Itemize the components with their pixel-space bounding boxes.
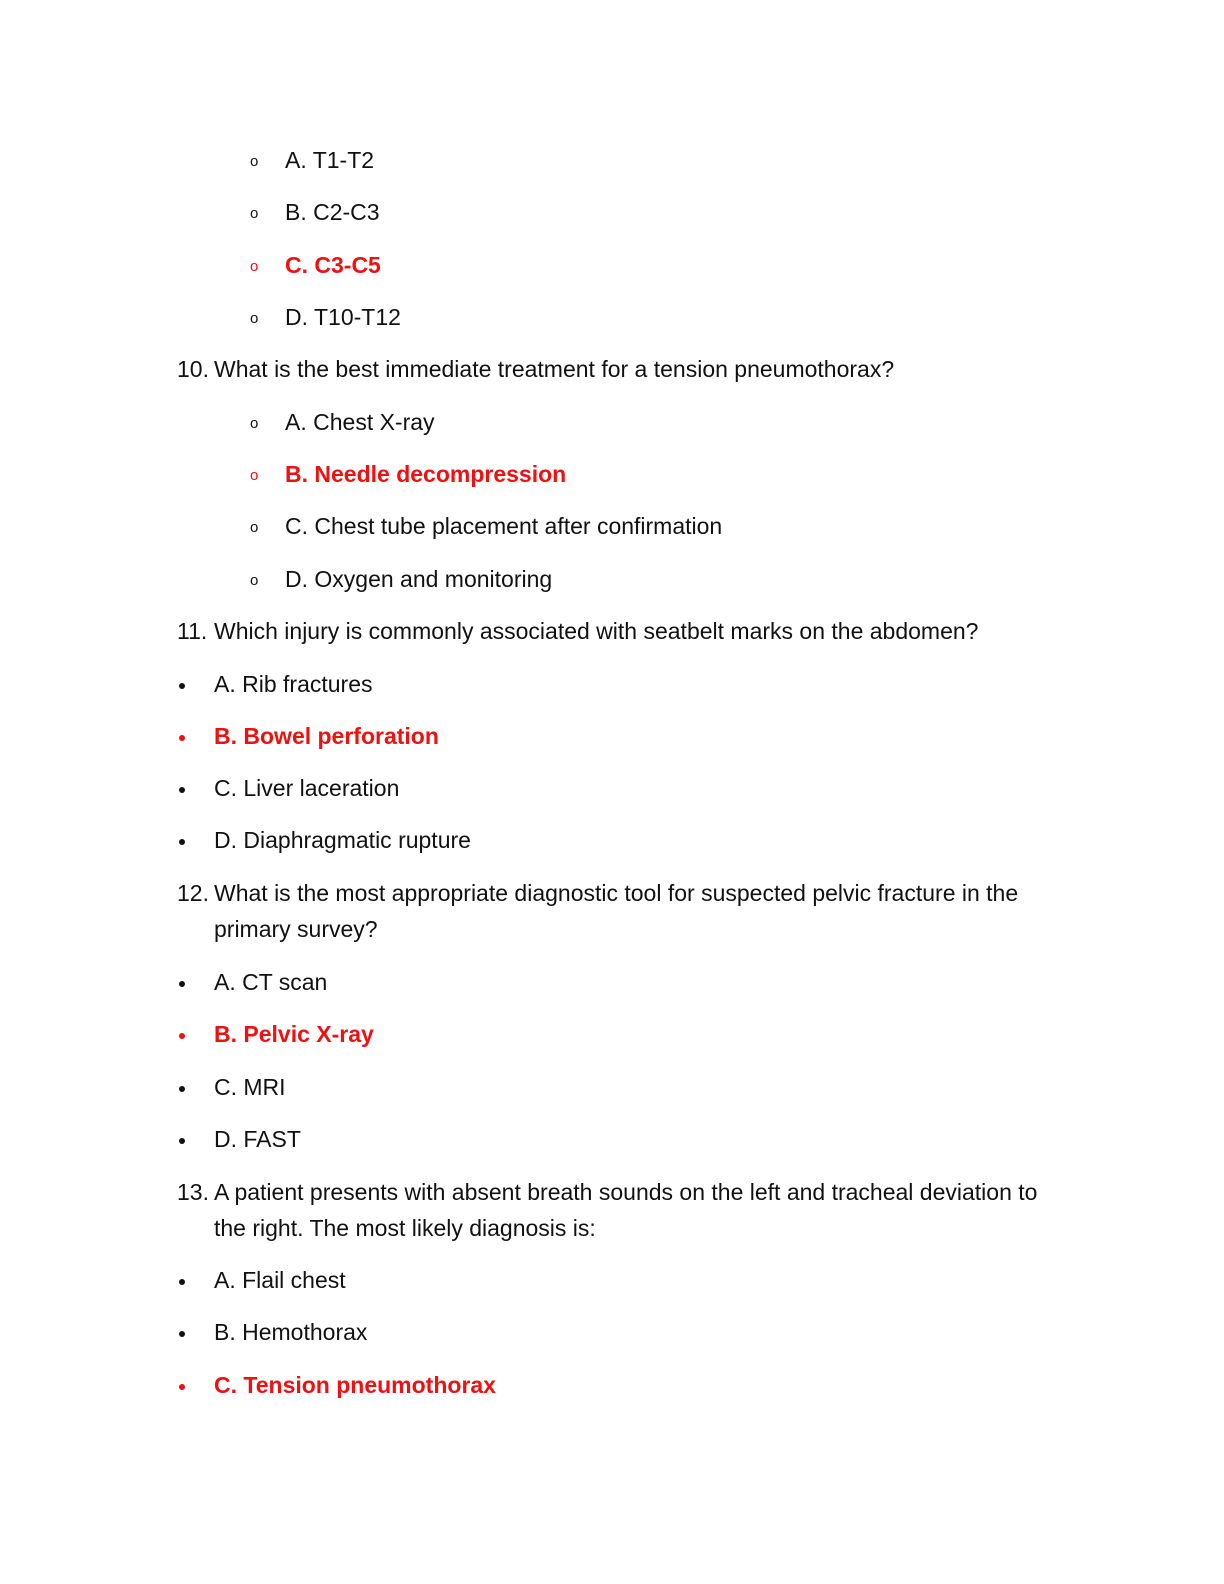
correct-option-item: B. Needle decompression: [285, 461, 567, 487]
correct-option-item: B. Bowel perforation: [214, 723, 439, 749]
bullet-icon: [179, 683, 185, 689]
question-text: A patient presents with absent breath sounds on the left and tracheal deviation to the right. The most likely diagnosis is:: [214, 1179, 1038, 1241]
bullet-icon: [179, 981, 185, 987]
circle-bullet-icon: o: [250, 153, 259, 170]
bullet-icon: [179, 839, 185, 845]
bullet-icon: [179, 735, 185, 741]
option-item: C. Chest tube placement after confirmation: [285, 513, 723, 539]
option-item: D. FAST: [214, 1126, 301, 1152]
option-item: B. C2-C3: [285, 199, 380, 225]
question-text: Which injury is commonly associated with seatbelt marks on the abdomen?: [214, 618, 979, 644]
question-number: 10.: [177, 356, 209, 382]
correct-option-item: C. Tension pneumothorax: [214, 1372, 496, 1398]
option-item: A. Rib fractures: [214, 671, 373, 697]
question-text: What is the best immediate treatment for a tension pneumothorax?: [214, 356, 895, 382]
option-item: D. T10-T12: [285, 304, 401, 330]
bullet-icon: [179, 787, 185, 793]
option-item: B. Hemothorax: [214, 1319, 368, 1345]
bullet-icon: [179, 1086, 185, 1092]
circle-bullet-icon: o: [250, 205, 259, 222]
option-item: C. Liver laceration: [214, 775, 400, 801]
bullet-icon: [179, 1384, 185, 1390]
question-number: 11.: [177, 618, 208, 644]
circle-bullet-icon: o: [250, 467, 259, 484]
option-item: C. MRI: [214, 1074, 286, 1100]
option-item: A. Chest X-ray: [285, 409, 435, 435]
option-item: A. T1-T2: [285, 147, 375, 173]
circle-bullet-icon: o: [250, 572, 259, 589]
question-text: What is the most appropriate diagnostic tool for suspected pelvic fracture in the primary survey?: [214, 880, 1019, 942]
option-item: A. Flail chest: [214, 1267, 346, 1293]
bullet-icon: [179, 1279, 185, 1285]
circle-bullet-icon: o: [250, 258, 259, 275]
correct-option-item: B. Pelvic X-ray: [214, 1021, 374, 1047]
correct-option-item: C. C3-C5: [285, 252, 381, 278]
circle-bullet-icon: o: [250, 415, 259, 432]
bullet-icon: [179, 1331, 185, 1337]
bullet-icon: [179, 1033, 185, 1039]
option-item: A. CT scan: [214, 969, 328, 995]
bullet-icon: [179, 1138, 185, 1144]
circle-bullet-icon: o: [250, 310, 259, 327]
circle-bullet-icon: o: [250, 519, 259, 536]
question-number: 13.: [177, 1179, 209, 1205]
question-number: 12.: [177, 880, 209, 906]
option-item: D. Diaphragmatic rupture: [214, 827, 471, 853]
option-item: D. Oxygen and monitoring: [285, 566, 553, 592]
